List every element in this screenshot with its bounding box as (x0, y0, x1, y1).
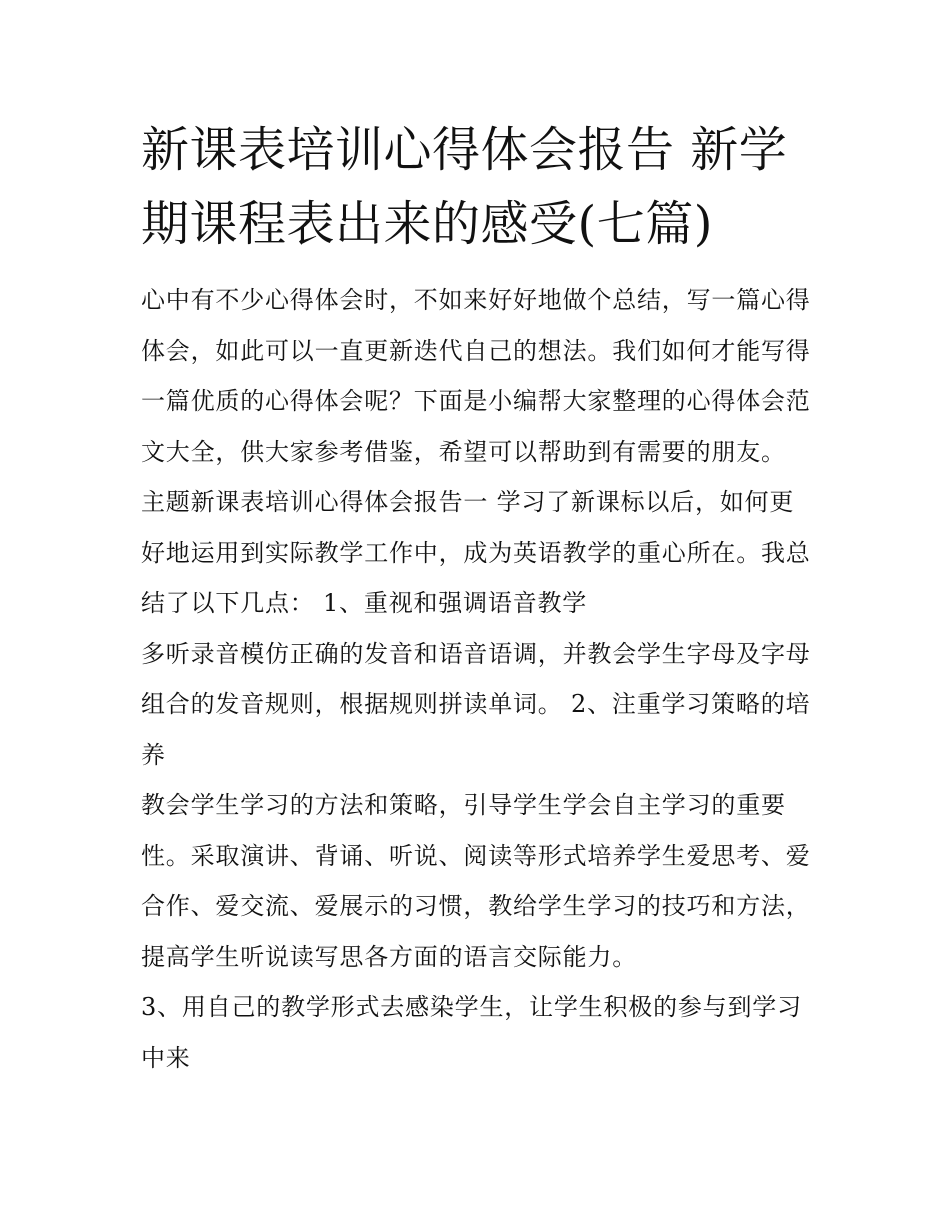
text-line: 性。采取演讲、背诵、听说、阅读等形式培养学生爱思考、爱 (141, 841, 811, 870)
topic-paragraph (141, 477, 813, 629)
text-line: 一篇优质的心得体会呢？下面是小编帮大家整理的心得体会范 (141, 387, 811, 415)
pronunciation-paragraph (141, 629, 813, 781)
document-body (141, 275, 813, 1083)
teaching-style-paragraph (141, 982, 813, 1083)
text-line: 教会学生学习的方法和策略，引导学生学会自主学习的重要 (141, 791, 786, 819)
text-line: 体会，如此可以一直更新迭代自己的想法。我们如何才能写得 (141, 336, 811, 365)
text-line: 组合的发音规则，根据规则拼读单词。 2、注重学习策略的培 (141, 690, 811, 718)
text-line: 3、用自己的教学形式去感染学生，让学生积极的参与到学习 (141, 993, 802, 1021)
text-line: 好地运用到实际教学工作中，成为英语教学的重心所在。我总 (141, 538, 811, 567)
title-line: 新课表培训心得体会报告 新学 (141, 122, 788, 178)
text-line: 文大全，供大家参考借鉴，希望可以帮助到有需要的朋友。 (141, 437, 786, 466)
text-line: 中来 (141, 1043, 191, 1072)
text-line: 主题新课表培训心得体会报告一 学习了新课标以后，如何更 (141, 488, 795, 516)
text-line: 养 (141, 740, 166, 769)
text-line: 合作、爱交流、爱展示的习惯，教给学生学习的技巧和方法， (141, 892, 811, 920)
title-line: 期课程表出来的感受(七篇) (141, 196, 713, 252)
text-line: 提高学生听说读写思各方面的语言交际能力。 (141, 942, 637, 971)
intro-paragraph (141, 275, 813, 477)
text-line: 多听录音模仿正确的发音和语音语调，并教会学生字母及字母 (141, 639, 811, 668)
text-line: 结了以下几点： 1、重视和强调语音教学 (141, 589, 588, 617)
strategy-paragraph (141, 780, 813, 982)
document-title (141, 113, 821, 261)
text-line: 心中有不少心得体会时，不如来好好地做个总结，写一篇心得 (141, 286, 811, 314)
